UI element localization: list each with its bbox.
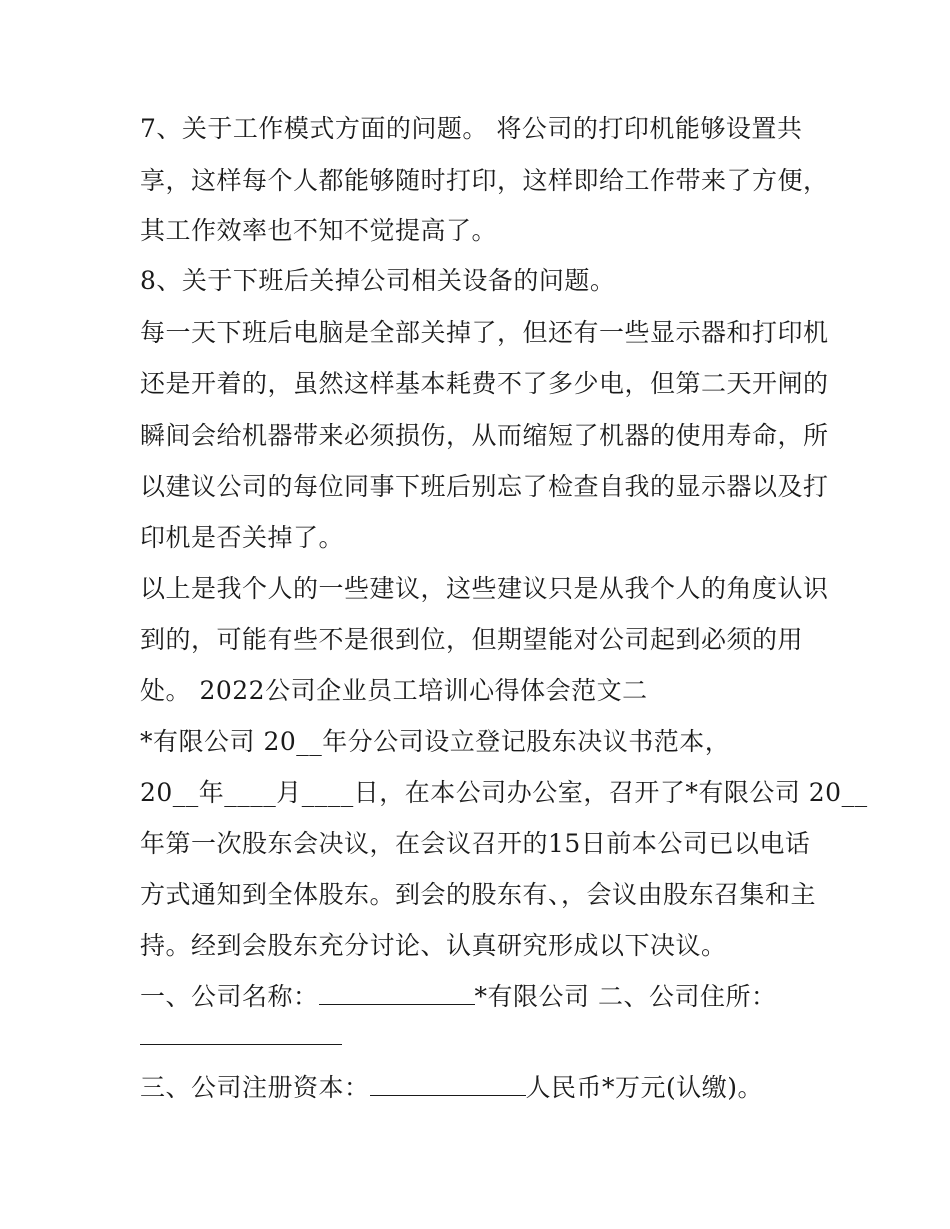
paragraph-line: 还是开着的，虽然这样基本耗费不了多少电，但第二天开闸的 (140, 369, 829, 398)
paragraph-line: 8、关于下班后关掉公司相关设备的问题。 (140, 266, 616, 295)
registered-capital-value: 人民币*万元(认缴)。 (525, 1073, 764, 1102)
paragraph-line: 印机是否关掉了。 (140, 523, 345, 552)
company-address-blank-line (140, 1022, 342, 1052)
paragraph-line: 到的，可能有些不是很到位，但期望能对公司起到必须的用 (140, 625, 804, 654)
company-name-label: 一、公司名称： (140, 982, 319, 1011)
registered-capital-label: 三、公司注册资本： (140, 1073, 370, 1102)
registered-capital-line (140, 1073, 763, 1103)
paragraph-line: 其工作效率也不知不觉提高了。 (140, 216, 498, 245)
paragraph-line: 处。 2022公司企业员工培训心得体会范文二 (140, 676, 648, 705)
paragraph-line: *有限公司 20__年分公司设立登记股东决议书范本， (140, 727, 731, 756)
paragraph-line: 瞬间会给机器带来必须损伤，从而缩短了机器的使用寿命，所 (140, 421, 829, 450)
paragraph-line: 20__年____月____日，在本公司办公室，召开了*有限公司 20__ (140, 778, 868, 807)
paragraph-line: 享，这样每个人都能够随时打印，这样即给工作带来了方便， (140, 166, 829, 195)
paragraph-line: 方式通知到全体股东。到会的股东有、，会议由股东召集和主 (140, 880, 817, 909)
paragraph-line: 以上是我个人的一些建议，这些建议只是从我个人的角度认识 (140, 574, 829, 603)
paragraph-line: 7、关于工作模式方面的问题。 将公司的打印机能够设置共 (140, 114, 803, 143)
company-name-blank (319, 982, 475, 1005)
paragraph-line: 以建议公司的每位同事下班后别忘了检查自我的显示器以及打 (140, 472, 829, 501)
paragraph-line: 持。经到会股东充分讨论、认真研究形成以下决议。 (140, 931, 727, 960)
paragraph-line: 每一天下班后电脑是全部关掉了，但还有一些显示器和打印机 (140, 318, 829, 347)
registered-capital-blank (370, 1073, 526, 1096)
paragraph-line: 年第一次股东会决议，在会议召开的15日前本公司已以电话 (140, 829, 811, 858)
company-address-label: *有限公司 二、公司住所： (474, 982, 777, 1011)
company-address-blank (140, 1022, 342, 1045)
company-name-line (140, 982, 776, 1012)
